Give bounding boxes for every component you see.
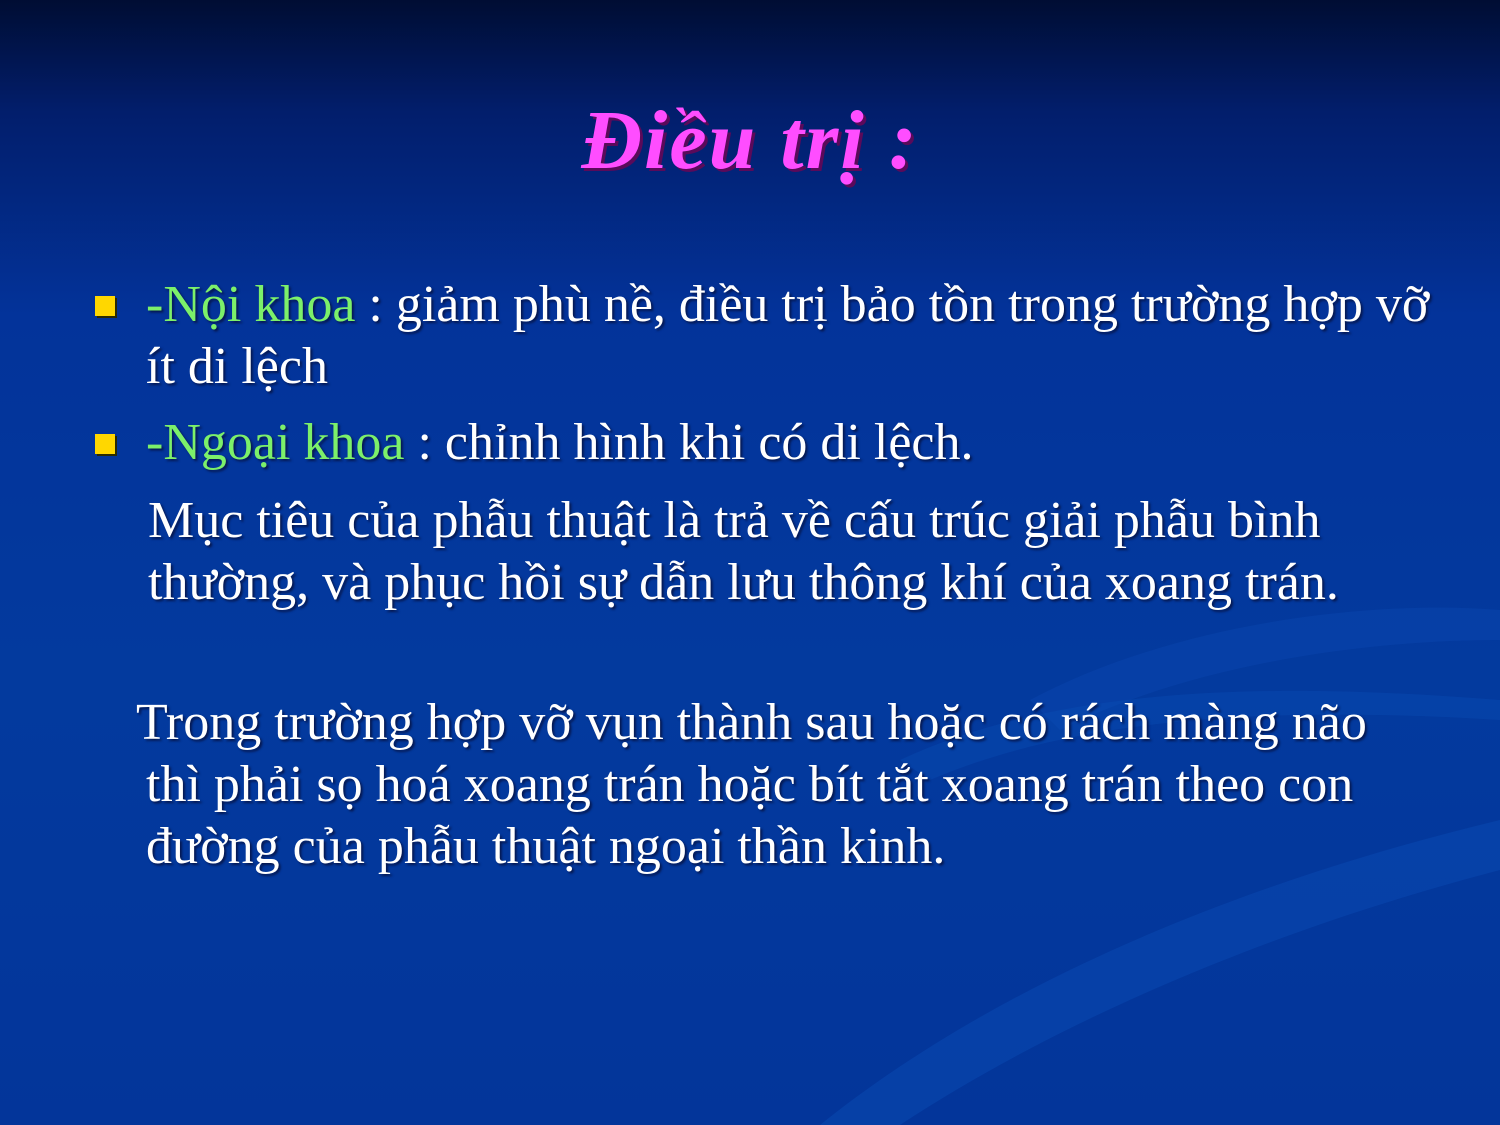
bullet-label: -Ngoại khoa: [146, 414, 405, 471]
bullet-square-icon: [95, 434, 115, 454]
bullet-description: : chỉnh hình khi có di lệch.: [404, 414, 974, 471]
slide-title: Điều trị :: [581, 94, 919, 187]
paragraph-surgery-goal: Mục tiêu của phẫu thuật là trả về cấu trúc giải phẫu bình thường, và phục hồi sự dẫn lưu thông khí của xoang trán.: [148, 492, 1339, 611]
bullet-square-icon: [95, 296, 115, 316]
paragraph-complex-fracture: Trong trường hợp vỡ vụn thành sau hoặc có rách màng não thì phải sọ hoá xoang trán hoặc bít tắt xoang trán theo con đường của phẫu thuật ngoại thần kinh.: [136, 694, 1367, 875]
bullet-text: [146, 412, 1446, 474]
bullet-text: [146, 274, 1446, 398]
bullet-description: : giảm phù nề, điều trị bảo tồn trong trường hợp vỡ ít di lệch: [146, 276, 1430, 395]
bullet-label: -Nội khoa: [146, 276, 356, 333]
